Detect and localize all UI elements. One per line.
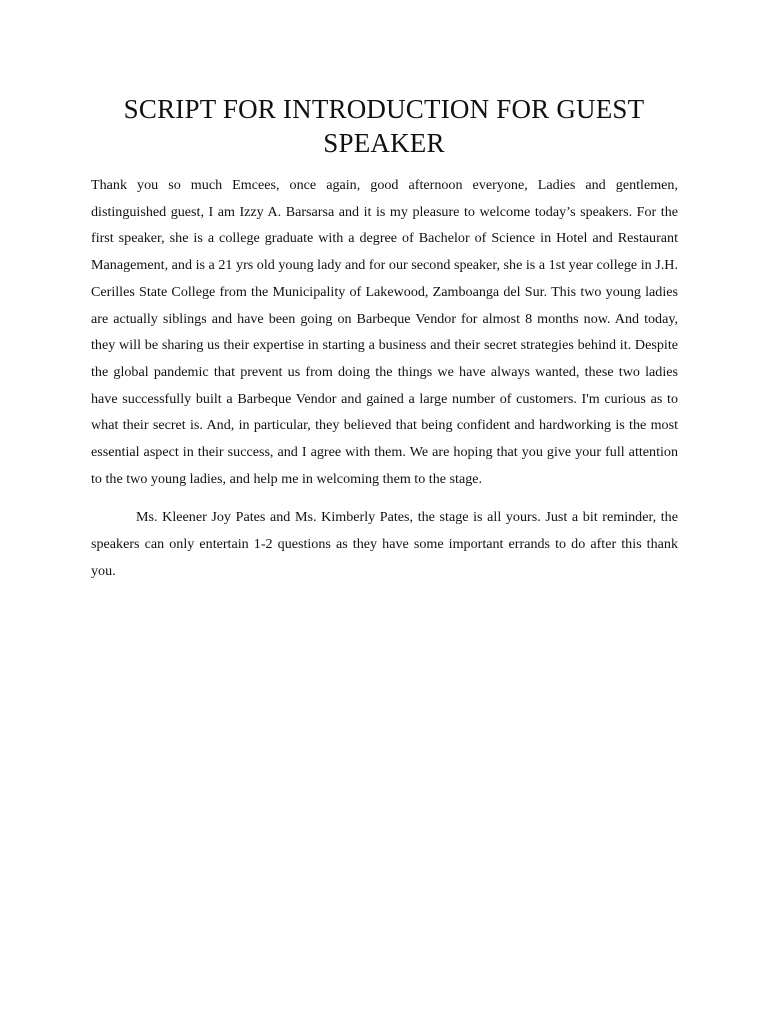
document-body <box>91 172 678 597</box>
document-title: SCRIPT FOR INTRODUCTION FOR GUEST SPEAKER <box>123 94 645 158</box>
paragraph-closing: Ms. Kleener Joy Pates and Ms. Kimberly Pates, the stage is all yours. Just a bit reminder, the speakers can only entertain 1-2 questions as they have some important errands to do after this thank you. <box>91 509 678 579</box>
paragraph-introduction: Thank you so much Emcees, once again, good afternoon everyone, Ladies and gentlemen, distinguished guest, I am Izzy A. Barsarsa and it is my pleasure to welcome today’s speakers. For the first speaker, she is a college graduate with a degree of Bachelor of Science in Hotel and Restaurant Management, and is a 21 yrs old young lady and for our second speaker, she is a 1st year college in J.H. Cerilles State College from the Municipality of Lakewood, Zamboanga del Sur. This two young ladies are actually siblings and have been going on Barbeque Vendor for almost 8 months now. And today, they will be sharing us their expertise in starting a business and their secret strategies behind it. Despite the global pandemic that prevent us from doing the things we have always wanted, these two ladies have successfully built a Barbeque Vendor and gained a large number of customers. I'm curious as to what their secret is. And, in particular, they believed that being confident and hardworking is the most essential aspect in their success, and I agree with them. We are hoping that you give your full attention to the two young ladies, and help me in welcoming them to the stage. <box>91 177 678 487</box>
